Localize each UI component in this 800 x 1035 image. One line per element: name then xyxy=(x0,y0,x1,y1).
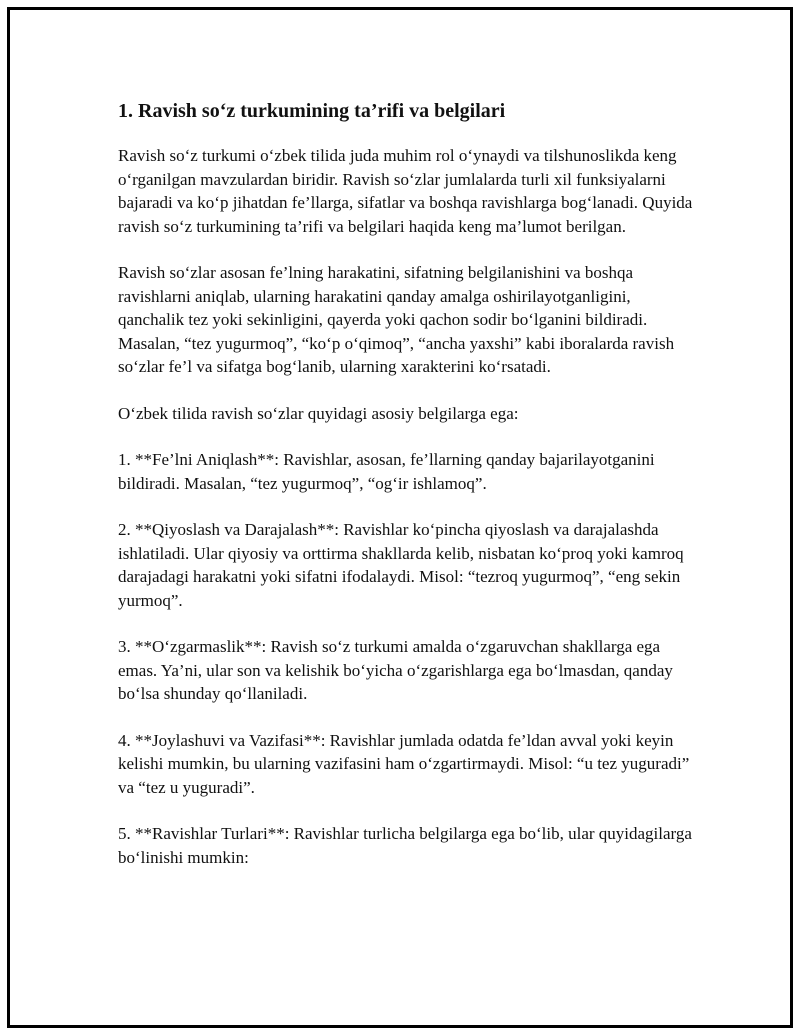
list-item-feature-5: 5. **Ravishlar Turlari**: Ravishlar turlicha belgilarga ega bo‘lib, ular quyidagilarga bo‘linishi mumkin: xyxy=(118,824,692,867)
paragraph-intro: Ravish so‘z turkumi o‘zbek tilida juda muhim rol o‘ynaydi va tilshunoslikda keng o‘rganilgan mavzulardan biridir. Ravish so‘zlar jumlalarda turli xil funksiyalarni bajaradi va ko‘p jihatdan fe’llarga, sifatlar va boshqa ravishlarga bog‘lanadi. Quyida ravish so‘z turkumining ta’rifi va belgilari haqida keng ma’lumot berilgan. xyxy=(118,146,693,236)
document-content xyxy=(118,98,693,892)
list-item-feature-3: 3. **O‘zgarmaslik**: Ravish so‘z turkumi amalda o‘zgaruvchan shakllarga ega emas. Ya’ni, ular son va kelishik bo‘yicha o‘zgarishlarga ega bo‘lmasdan, qanday bo‘lsa shunday qo‘llaniladi. xyxy=(118,637,673,703)
paragraph-definition: Ravish so‘zlar asosan fe’lning harakatini, sifatning belgilanishini va boshqa ravishlarni aniqlab, ularning harakatini qanday amalga oshirilayotganligini, qanchalik tez yoki sekinligini, qayerda yoki qachon sodir bo‘lganini bildiradi. Masalan, “tez yugurmoq”, “ko‘p o‘qimoq”, “ancha yaxshi” kabi iboralarda ravish so‘zlar fe’l va sifatga bog‘lanib, ularning xarakterini ko‘rsatadi. xyxy=(118,263,675,376)
document-page xyxy=(7,7,793,1028)
list-item-feature-1: 1. **Fe’lni Aniqlash**: Ravishlar, asosan, fe’llarning qanday bajarilayotganini bildiradi. Masalan, “tez yugurmoq”, “og‘ir ishlamoq”. xyxy=(118,450,655,493)
list-item-feature-4: 4. **Joylashuvi va Vazifasi**: Ravishlar jumlada odatda fe’ldan avval yoki keyin kelishi mumkin, bu ularning vazifasini ham o‘zgartirmaydi. Misol: “u tez yuguradi” va “tez u yuguradi”. xyxy=(118,730,690,797)
document-title: 1. Ravish so‘z turkumining ta’rifi va belgilari xyxy=(118,100,506,122)
paragraph-features-intro: O‘zbek tilida ravish so‘zlar quyidagi asosiy belgilarga ega: xyxy=(118,403,519,423)
list-item-feature-2: 2. **Qiyoslash va Darajalash**: Ravishlar ko‘pincha qiyoslash va darajalashda ishlatiladi. Ular qiyosiy va orttirma shakllarda kelib, nisbatan ko‘proq yoki kamroq darajadagi harakatni yoki sifatni ifodalaydi. Misol: “tezroq yugurmoq”, “eng sekin yurmoq”. xyxy=(118,520,684,610)
